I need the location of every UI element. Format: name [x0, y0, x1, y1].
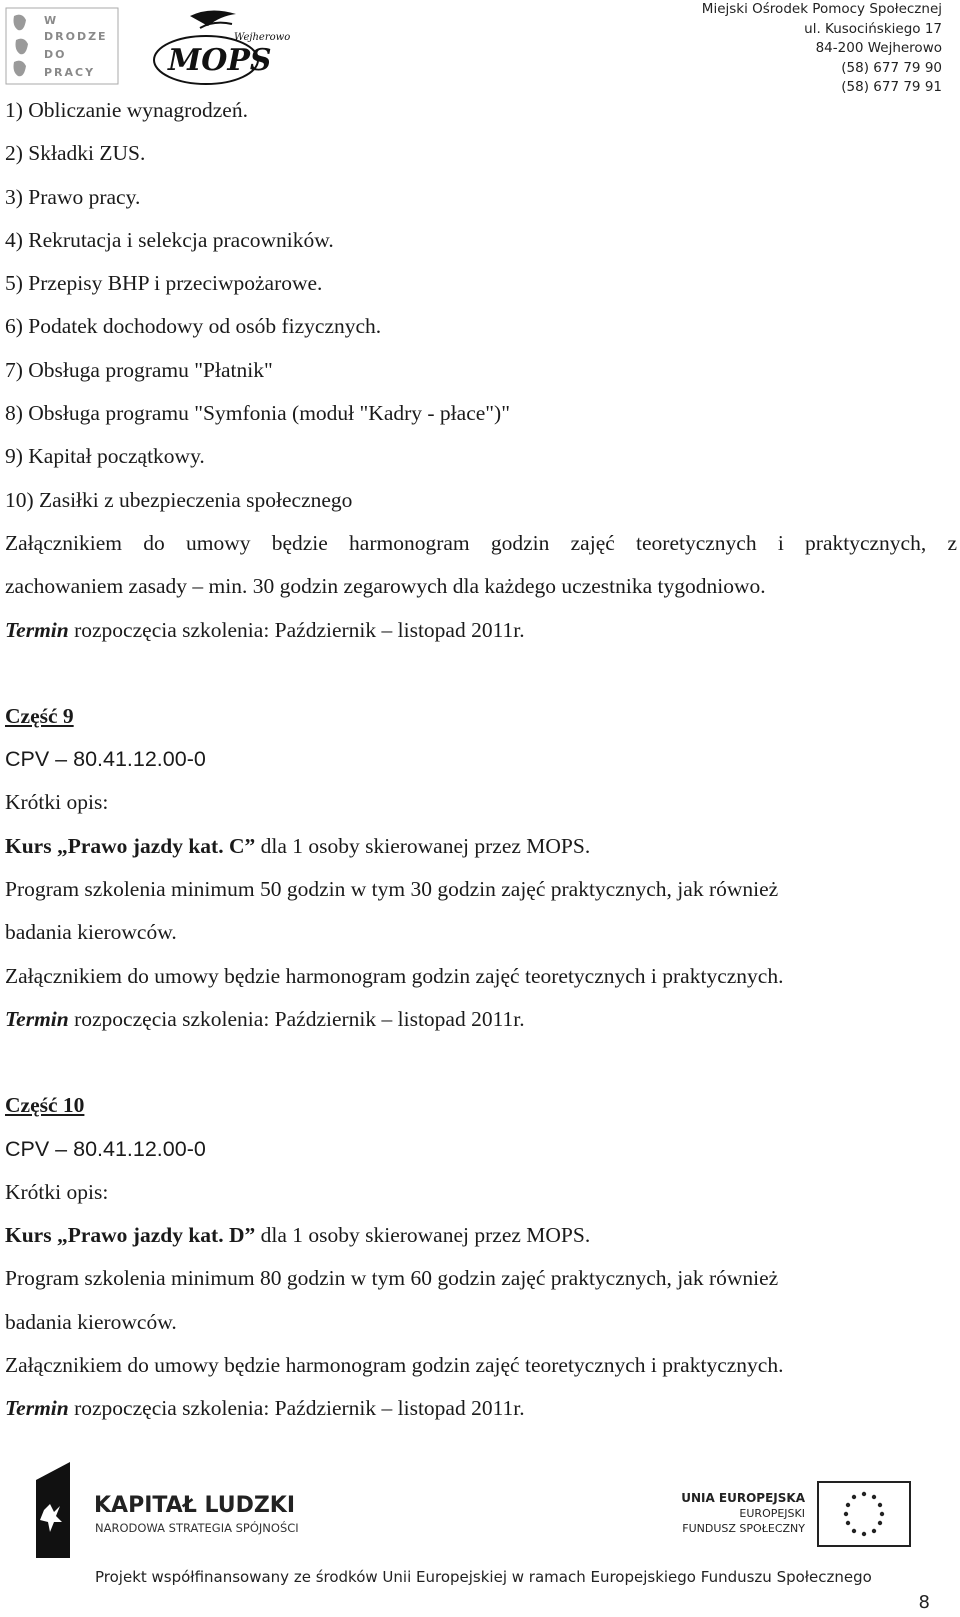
attachment-note: Załącznikiem do umowy będzie harmonogram godzin zajęć teoretycznych i praktycznych.	[5, 963, 784, 988]
address-line: 84-200 Wejherowo	[815, 40, 942, 56]
termin-line	[5, 1387, 957, 1430]
eu-flag-icon	[818, 1482, 910, 1546]
attachment-note: Załącznikiem do umowy będzie harmonogram godzin zajęć teoretycznych i praktycznych.	[5, 1353, 784, 1378]
attachment-note-cont: zachowaniem zasady – min. 30 godzin zegarowych dla każdego uczestnika tygodniowo.	[5, 574, 766, 599]
course-detail: dla 1 osoby skierowanej przez MOPS.	[255, 833, 591, 858]
short-description-label: Krótki opis:	[5, 790, 109, 815]
mops-logo-text: MOPS	[168, 43, 272, 78]
kapital-subtitle: NARODOWA STRATEGIA SPÓJNOŚCI	[95, 1521, 299, 1535]
list-item: 5) Przepisy BHP i przeciwpożarowe.	[5, 271, 323, 296]
termin-text: rozpoczęcia szkolenia: Październik – listopad 2011r.	[68, 1006, 525, 1031]
attachment-note: Załącznikiem do umowy będzie harmonogram godzin zajęć teoretycznych i praktycznych, z	[5, 530, 957, 555]
termin-line	[5, 998, 957, 1041]
mops-logo-city: Wejherowo	[234, 32, 291, 43]
address-line: ul. Kusocińskiego 17	[804, 20, 942, 37]
eu-line2: EUROPEJSKI	[739, 1507, 805, 1520]
list-item: 4) Rekrutacja i selekcja pracowników.	[5, 227, 334, 252]
short-description-label: Krótki opis:	[5, 1179, 109, 1204]
program-description-cont: badania kierowców.	[5, 920, 177, 945]
cpv-code: CPV – 80.41.12.00-0	[5, 1136, 206, 1161]
address-line: (58) 677 79 90	[841, 59, 942, 76]
kapital-title: KAPITAŁ LUDZKI	[94, 1493, 296, 1518]
document-body	[5, 89, 957, 1431]
kapital-ludzki-logo	[30, 1460, 330, 1560]
termin-text: rozpoczęcia szkolenia: Październik – listopad 2011r.	[68, 1396, 525, 1421]
course-title	[5, 1214, 957, 1257]
svg-text:DO: DO	[44, 48, 67, 61]
svg-text:W: W	[44, 14, 59, 27]
address-line: (58) 677 79 91	[841, 79, 942, 95]
svg-text:DRODZE: DRODZE	[44, 30, 108, 43]
course-detail: dla 1 osoby skierowanej przez MOPS.	[255, 1223, 591, 1248]
termin-word: Termin	[5, 1006, 69, 1031]
mops-logo	[150, 6, 291, 88]
course-name: Kurs „Prawo jazdy kat. C”	[5, 833, 256, 858]
course-name: Kurs „Prawo jazdy kat. D”	[5, 1223, 256, 1248]
list-item: 3) Prawo pracy.	[5, 184, 141, 209]
list-item: 1) Obliczanie wynagrodzeń.	[5, 98, 248, 122]
section-heading: Część 10	[5, 1093, 85, 1118]
list-item: 2) Składki ZUS.	[5, 141, 146, 166]
list-item: 6) Podatek dochodowy od osób fizycznych.	[5, 314, 382, 339]
section-heading: Część 9	[5, 703, 74, 728]
w-drodze-do-pracy-logo	[4, 6, 120, 86]
termin-text: rozpoczęcia szkolenia: Październik – listopad 2011r.	[68, 617, 525, 642]
office-address	[702, 0, 942, 98]
course-title	[5, 825, 957, 868]
list-item: 10) Zasiłki z ubezpieczenia społecznego	[5, 487, 353, 512]
address-line: Miejski Ośrodek Pomocy Społecznej	[701, 1, 942, 17]
svg-text:PRACY: PRACY	[44, 66, 96, 79]
page-number: 8	[918, 1592, 930, 1613]
list-item: 7) Obsługa programu "Płatnik"	[5, 357, 273, 382]
program-description: Program szkolenia minimum 80 godzin w tym 60 godzin zajęć praktycznych, jak również	[5, 1266, 779, 1291]
termin-line	[5, 609, 957, 652]
cpv-code: CPV – 80.41.12.00-0	[5, 747, 206, 772]
termin-word: Termin	[5, 617, 69, 642]
list-item: 9) Kapitał początkowy.	[5, 444, 205, 469]
program-description: Program szkolenia minimum 50 godzin w tym 30 godzin zajęć praktycznych, jak również	[5, 877, 779, 902]
eu-line1: UNIA EUROPEJSKA	[681, 1491, 805, 1505]
eu-line3: FUNDUSZ SPOŁECZNY	[682, 1522, 805, 1535]
termin-word: Termin	[5, 1396, 69, 1421]
cofinancing-note: Projekt współfinansowany ze środków Unii Europejskiej w ramach Europejskiego Funduszu Społecznego	[95, 1568, 872, 1586]
list-item: 8) Obsługa programu "Symfonia (moduł "Kadry - płace")"	[5, 401, 510, 426]
program-description-cont: badania kierowców.	[5, 1309, 177, 1334]
eu-fund-logo	[680, 1480, 920, 1550]
